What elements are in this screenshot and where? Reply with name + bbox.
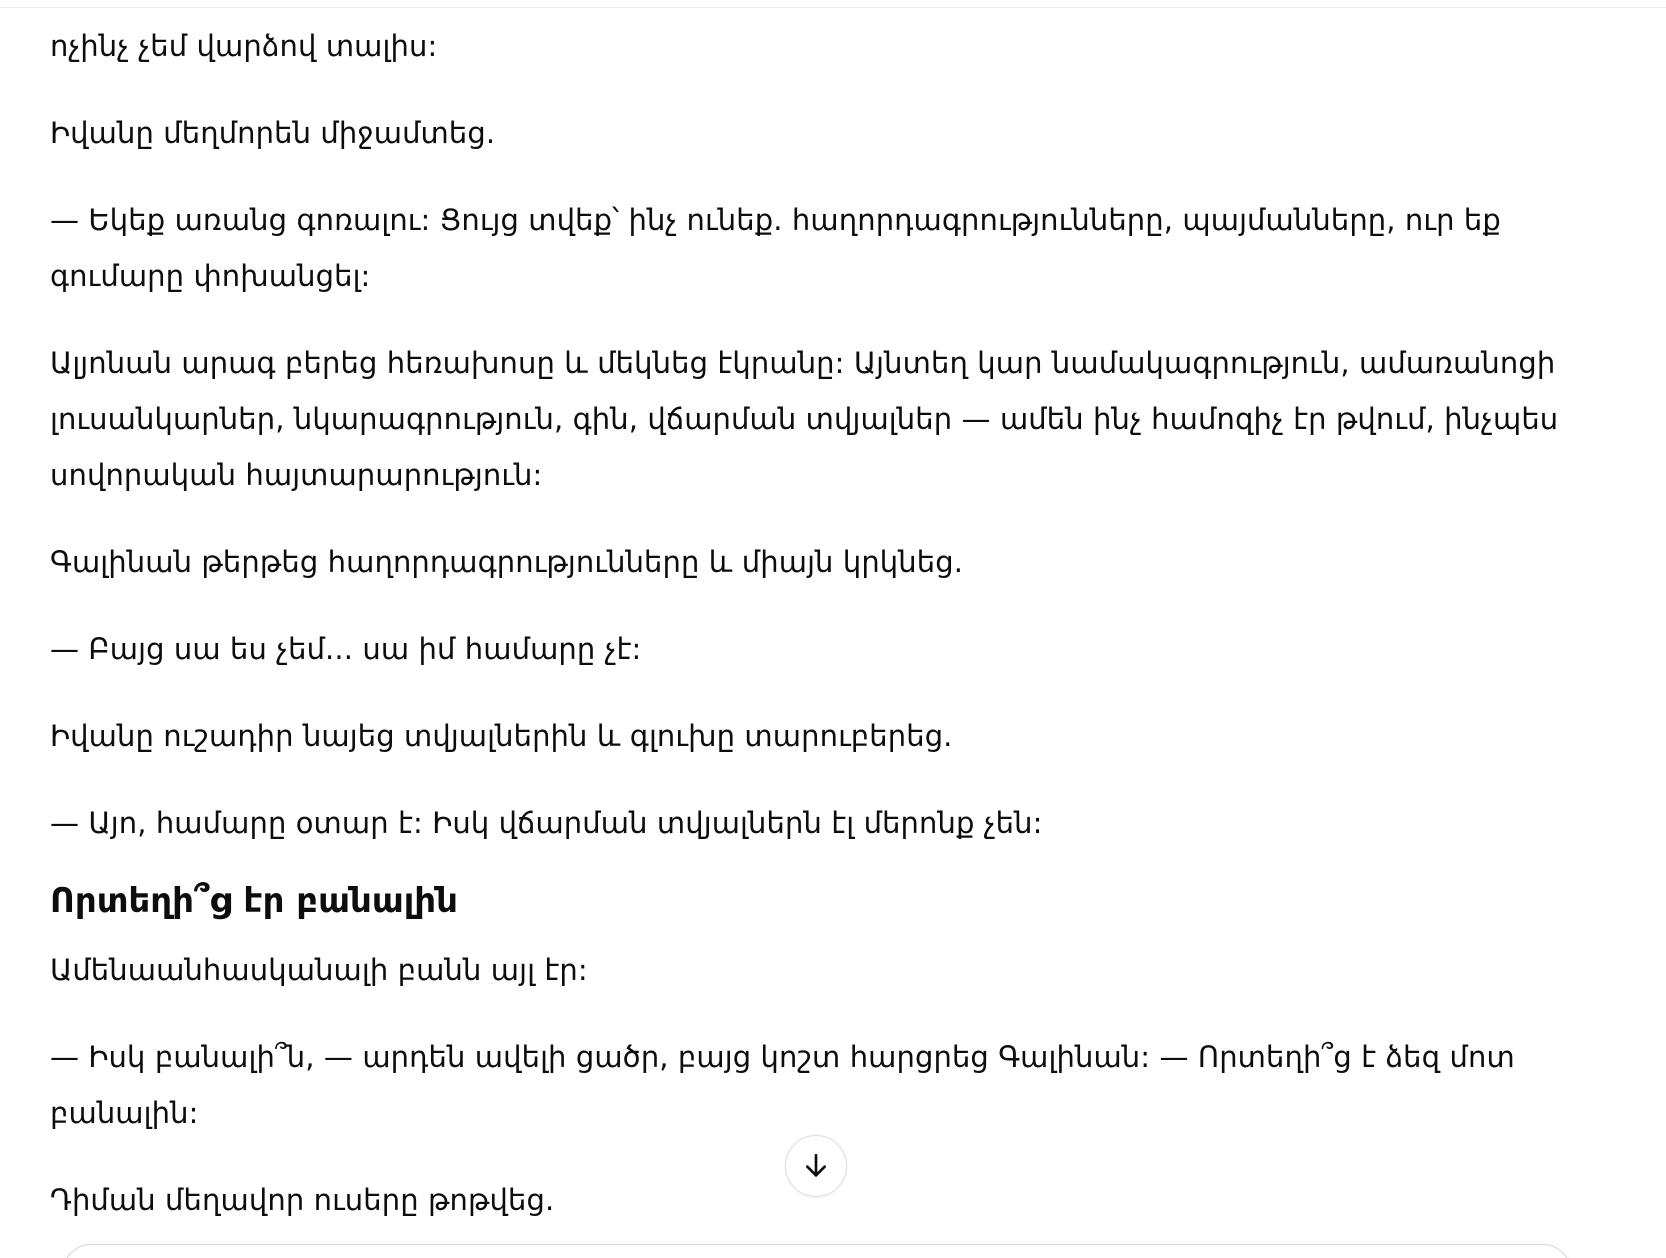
assistant-message [50,18,1590,1258]
message-paragraph: Դիման մեղավոր ուսերը թոթվեց. [50,1183,555,1217]
message-paragraph: — Այո, համարը օտար է: Իսկ վճարման տվյալներն էլ մերոնք չեն: [50,806,1043,840]
message-paragraph: — Բայց սա ես չեմ... սա իմ համարը չէ: [50,632,642,666]
top-divider [0,0,1666,8]
message-paragraph: Ամենաանհասկանալի բանն այլ էր: [50,953,588,987]
message-paragraph: ոչինչ չեմ վարձով տալիս: [50,29,438,63]
scroll-to-bottom-button[interactable] [785,1135,847,1197]
message-composer[interactable] [62,1244,1572,1258]
message-paragraph: Իվանը ուշադիր նայեց տվյալներին և գլուխը տարուբերեց. [50,719,953,753]
section-heading: Որտեղի՞ց էր բանալին [50,881,458,921]
message-paragraph: Գալինան թերթեց հաղորդագրությունները և միայն կրկնեց. [50,545,964,579]
arrow-down-icon [800,1150,832,1182]
message-paragraph: — Իսկ բանալի՞ն, — արդեն ավելի ցածր, բայց կոշտ հարցրեց Գալինան: — Որտեղի՞ց է ձեզ մոտ բանալին: [50,1040,1515,1130]
message-paragraph: Իվանը մեղմորեն միջամտեց. [50,116,496,150]
message-paragraph: — Եկեք առանց գոռալու: Ցույց տվեք՝ ինչ ունեք. հաղորդագրությունները, պայմանները, ուր եք գումարը փոխանցել: [50,203,1501,293]
message-paragraph: Ալյոնան արագ բերեց հեռախոսը և մեկնեց էկրանը: Այնտեղ կար նամակագրություն, ամառանոցի լուսանկարներ, նկարագրություն, գին, վճարման տվյալներ — ամեն ինչ համոզիչ էր թվում, ինչպես սովորական հայտարարություն: [50,346,1559,492]
